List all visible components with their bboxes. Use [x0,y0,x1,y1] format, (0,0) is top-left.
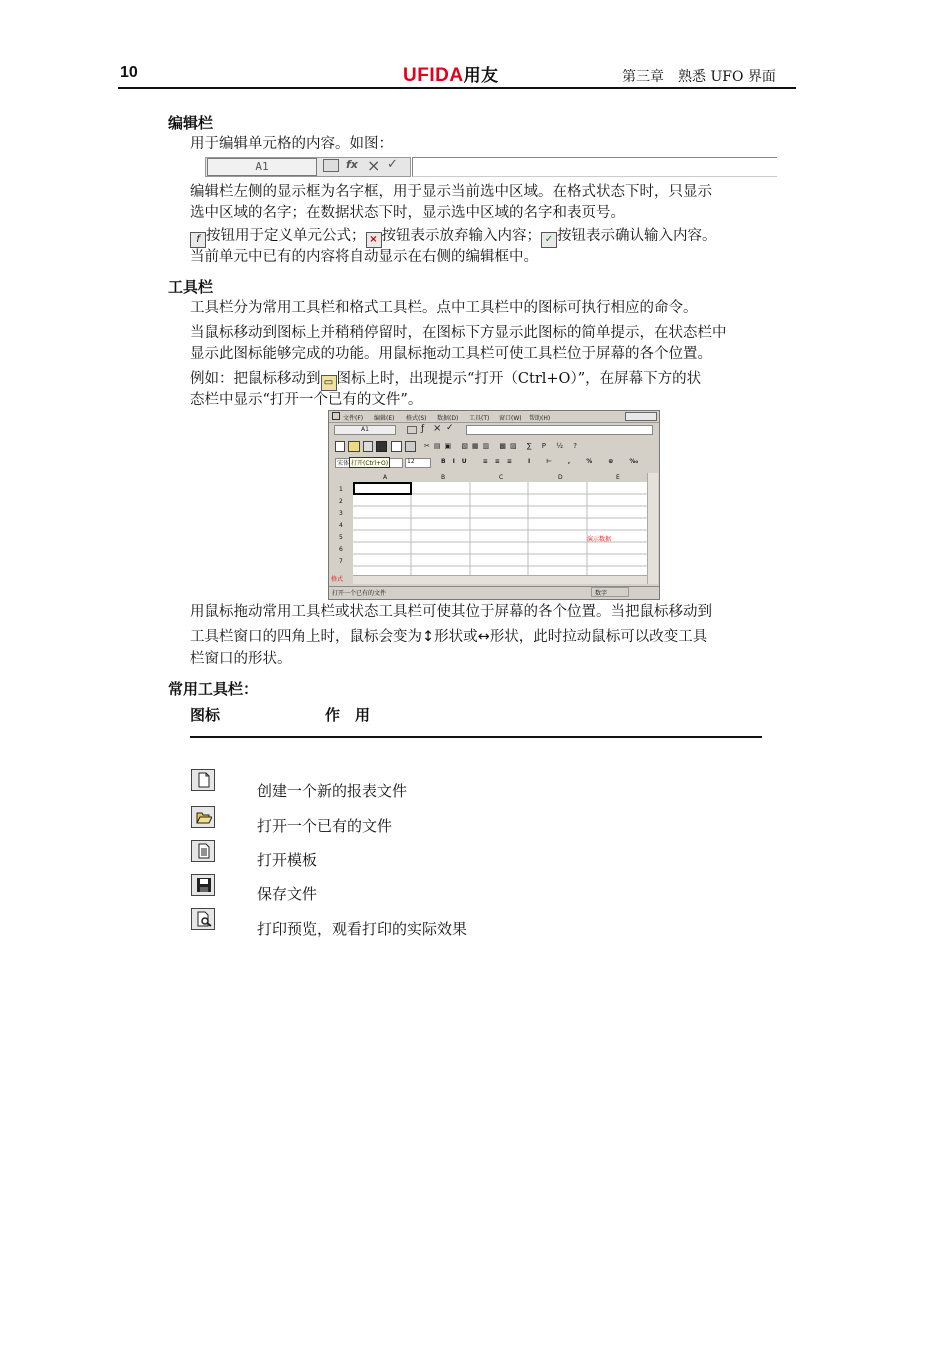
tooltip-open: 打开(Ctrl+O) [349,457,390,468]
toolbar-p4-line1: 用鼠标拖动常用工具栏或状态工具栏可使其位于屏幕的各个位置。当把鼠标移动到 [190,604,712,620]
fx-icon: fx [346,158,358,171]
editbar-intro: 用于编辑单元格的内容。如图： [190,136,393,152]
mini-save-icon [376,441,387,452]
editbar-para2-line2: 当前单元中已有的内容将自动显示在右侧的编辑框中。 [190,249,538,265]
sheet-grid [353,482,647,584]
menu-window: 窗口(W) [499,415,522,422]
horizontal-scrollbar [353,575,647,584]
status-text: 打开一个已有的文件 [332,590,387,597]
para2-cancel-text: 按钮表示放弃输入内容； [381,228,541,244]
menu-data: 数据(D) [437,415,459,422]
save-disk-glyph [196,877,212,893]
mini-editbar [329,424,659,436]
cancel-icon: × [367,156,381,175]
menu-edit: 编辑(E) [374,415,395,422]
section-heading-common-toolbar: 常用工具栏： [168,680,259,698]
row-1: 1 [339,486,343,493]
menu-file: 文件(F) [343,415,364,422]
fx-button-icon: f [190,232,206,248]
row-7: 7 [339,558,343,565]
editbar-buttons [323,158,411,176]
p4-text-c: 形状，此时拉动鼠标可以改变工具 [489,629,708,645]
demo-data-label: 演示数据 [587,536,612,543]
confirm-button-icon: ✓ [541,232,557,248]
toolbar-p3-line1 [190,369,701,391]
mini-font-size: 12 [407,458,415,465]
row-2: 2 [339,498,343,505]
mini-edit-field [466,425,653,435]
toolbar-p4-line2 [190,627,707,648]
vertical-resize-icon: ↕ [422,629,435,645]
row-6: 6 [339,546,343,553]
vertical-scrollbar [647,473,658,584]
header-rule [118,87,796,89]
mini-cancel-icon: × [433,423,442,434]
tool-desc-template: 打开模板 [257,851,318,869]
mini-confirm-icon: ✓ [446,423,454,433]
mini-format-toolbar [329,456,659,470]
print-preview-glyph [196,911,212,927]
template-icon [191,840,215,862]
p3-text-b: 图标上时，出现提示“打开（Ctrl+O）”，在屏幕下方的状 [336,371,702,387]
save-disk-icon [191,874,215,896]
edit-field [412,157,777,177]
status-mode: 数字 [595,590,608,597]
column-header-function: 作 用 [325,706,371,724]
mini-template-icon [363,441,373,452]
print-preview-icon [191,908,215,930]
brand-logo [403,61,499,87]
menu-bar [329,411,659,423]
p3-text-a: 例如：把鼠标移动到 [190,371,321,387]
toolbar-p2-line2: 显示此图标能够完成的功能。用鼠标拖动工具栏可使工具栏位于屏幕的各个位置。 [190,346,712,362]
row-5: 5 [339,534,343,541]
toolbar-p2-line1: 当鼠标移动到图标上并稍稍停留时，在图标下方显示此图标的简单提示，在状态栏中 [190,325,727,341]
toolbar-p3-line2: 态栏中显示“打开一个已有的文件”。 [190,392,423,408]
p4-text-b: 形状或 [434,629,478,645]
para2-fx-text: 按钮用于定义单元公式； [206,228,366,244]
row-4: 4 [339,522,343,529]
row-3: 3 [339,510,343,517]
mini-format-buttons: BIU ≡≡≡ I ⊢ , % ⊕ ‰ [441,458,646,465]
toolbar-p1: 工具栏分为常用工具栏和格式工具栏。点中工具栏中的图标可执行相应的命令。 [190,300,698,316]
template-glyph [196,843,212,859]
mini-print-icon [405,441,416,452]
chapter-title: 第三章 熟悉 UFO 界面 [622,69,776,85]
tool-desc-save: 保存文件 [257,885,318,903]
toolbar-p4-line3: 栏窗口的形状。 [190,651,292,667]
tool-desc-open: 打开一个已有的文件 [257,817,393,835]
column-header-icon: 图标 [190,706,221,724]
col-b: B [441,474,446,481]
tool-desc-new: 创建一个新的报表文件 [257,782,408,800]
page-number: 10 [120,64,138,81]
cancel-button-icon: × [366,232,382,248]
col-d: D [558,474,563,481]
mini-new-icon [335,441,345,452]
mini-font-name: 宋体 [337,460,350,467]
table-header-rule [190,736,762,738]
calculator-icon [323,159,339,172]
editbar-figure [205,157,777,177]
menu-format: 格式(S) [406,415,427,422]
new-file-glyph [196,772,212,788]
mini-name-box: A1 [334,425,396,435]
menu-help: 帮助(H) [529,415,551,422]
editbar-para1-line1: 编辑栏左侧的显示框为名字框，用于显示当前选中区域。在格式状态下时，只显示 [190,184,712,200]
grid-lines [353,482,647,584]
open-folder-inline-icon: ▭ [321,375,337,391]
p4-text-a: 工具栏窗口的四角上时，鼠标会变为 [190,629,422,645]
mini-open-icon [348,441,360,452]
mini-toolbar-icons: ✂▤▣ ▧▦▥ ▩▨ ∑ Ρ ½ ? [424,442,581,450]
new-file-icon [191,769,215,791]
section-heading-editbar: 编辑栏 [168,114,214,132]
app-screenshot [328,410,660,600]
mini-preview-icon [391,441,402,452]
name-box: A1 [207,158,317,176]
open-folder-glyph [196,809,212,825]
col-a: A [383,474,388,481]
col-e: E [616,474,620,481]
para2-confirm-text: 按钮表示确认输入内容。 [557,228,717,244]
editbar-para1-line2: 选中区域的名字；在数据状态下时，显示选中区域的名字和表页号。 [190,205,625,221]
mini-standard-toolbar [329,439,659,453]
sheet-tab: 格式 [331,576,344,583]
window-controls [625,412,657,421]
app-menu-icon [332,412,340,420]
mini-fx-icon: ƒ [421,424,425,434]
col-c: C [499,474,504,481]
brand-text: UFIDA [403,65,464,86]
confirm-icon: ✓ [387,157,398,172]
brand-text-cn: 用友 [463,66,499,85]
open-folder-icon [191,806,215,828]
editbar-para2-line1 [190,226,717,248]
horizontal-resize-icon: ↔ [477,629,490,645]
menu-tools: 工具(T) [469,415,490,422]
tool-desc-preview: 打印预览，观看打印的实际效果 [257,920,468,938]
section-heading-toolbar: 工具栏 [168,278,214,296]
mini-calculator-icon [407,426,417,434]
